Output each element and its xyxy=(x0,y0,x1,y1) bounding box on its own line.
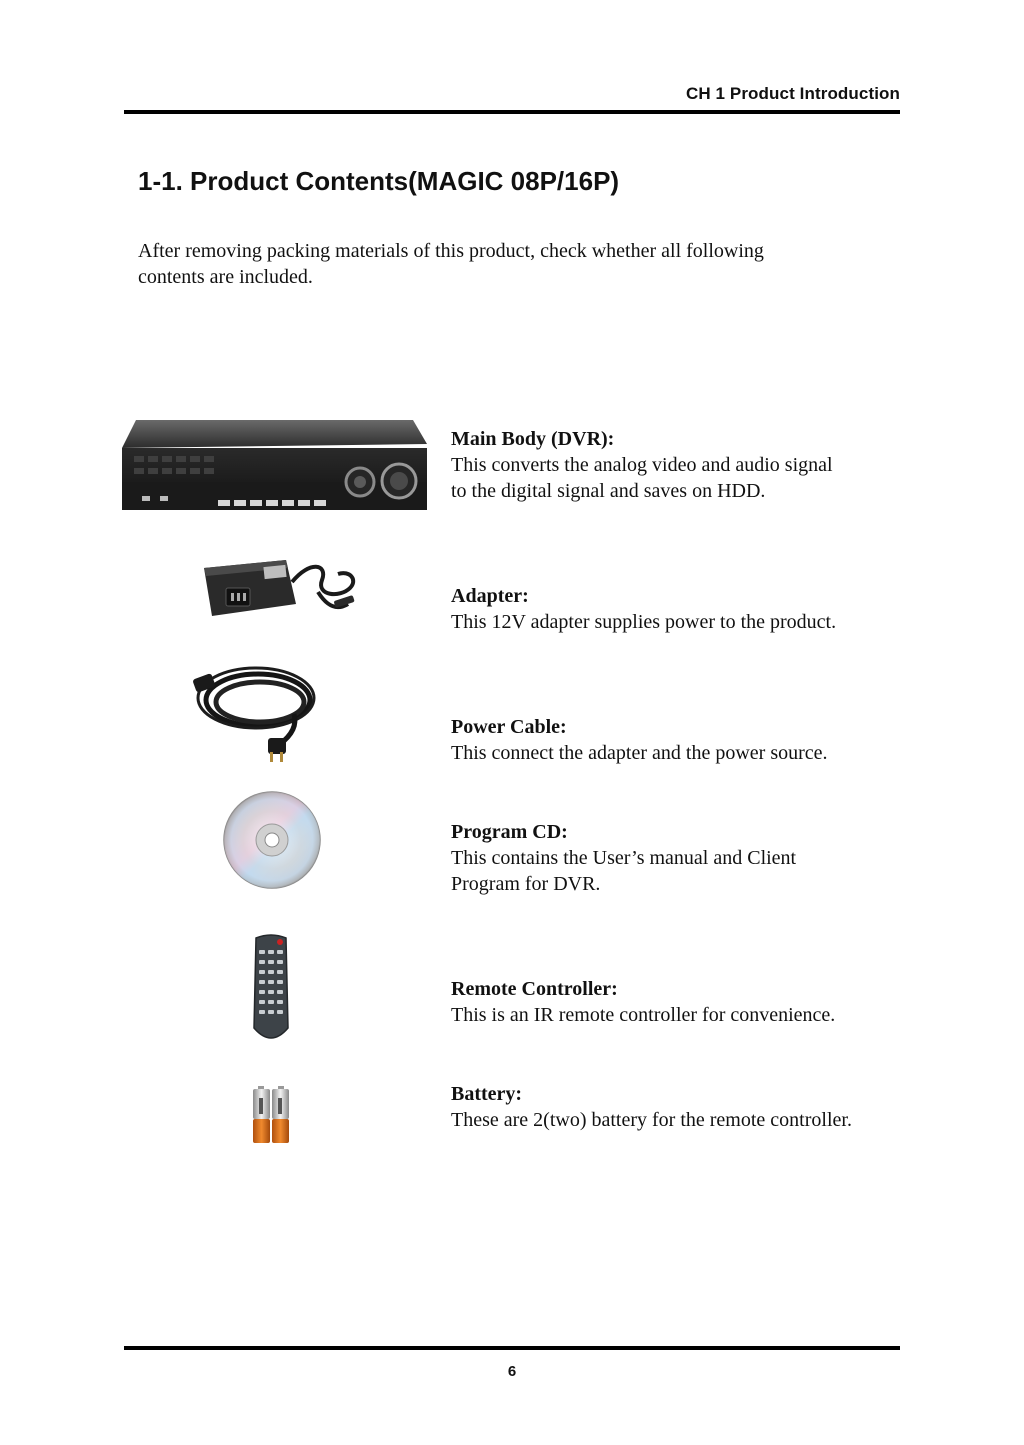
desc-line: This connect the adapter and the power source. xyxy=(451,742,828,764)
adapter-image xyxy=(200,558,360,622)
intro-line: contents are included. xyxy=(138,266,313,288)
item-desc-main-body xyxy=(451,452,833,504)
desc-line: These are 2(two) battery for the remote controller. xyxy=(451,1109,852,1131)
item-desc-battery xyxy=(451,1107,852,1133)
header-rule xyxy=(124,110,900,114)
item-title-power-cable: Power Cable: xyxy=(451,716,567,738)
power-cable-image xyxy=(190,664,320,764)
item-title-program-cd: Program CD: xyxy=(451,821,568,843)
battery-image xyxy=(250,1084,294,1146)
desc-line: to the digital signal and saves on HDD. xyxy=(451,480,766,502)
item-desc-adapter xyxy=(451,609,836,635)
chapter-header: CH 1 Product Introduction xyxy=(685,84,900,103)
item-desc-power-cable xyxy=(451,740,828,766)
item-desc-program-cd xyxy=(451,845,796,897)
desc-line: Program for DVR. xyxy=(451,873,601,895)
desc-line: This 12V adapter supplies power to the product. xyxy=(451,611,837,633)
item-title-adapter: Adapter: xyxy=(451,585,529,607)
page-number: 6 xyxy=(507,1363,517,1380)
item-title-main-body: Main Body (DVR): xyxy=(451,428,615,450)
footer-rule xyxy=(124,1346,900,1350)
program-cd-image xyxy=(222,790,322,890)
item-title-remote-controller: Remote Controller: xyxy=(451,978,618,1000)
dvr-main-body-image xyxy=(122,418,427,512)
intro-paragraph xyxy=(138,238,858,290)
item-title-battery: Battery: xyxy=(451,1083,523,1105)
item-desc-remote-controller xyxy=(451,1002,835,1028)
intro-line: After removing packing materials of this product, check whether all following xyxy=(138,240,764,262)
desc-line: This contains the User’s manual and Client xyxy=(451,847,797,869)
desc-line: This converts the analog video and audio signal xyxy=(451,454,833,476)
section-title: 1-1. Product Contents(MAGIC 08P/16P) xyxy=(138,166,620,196)
desc-line: This is an IR remote controller for convenience. xyxy=(451,1004,836,1026)
remote-controller-image xyxy=(250,932,292,1044)
